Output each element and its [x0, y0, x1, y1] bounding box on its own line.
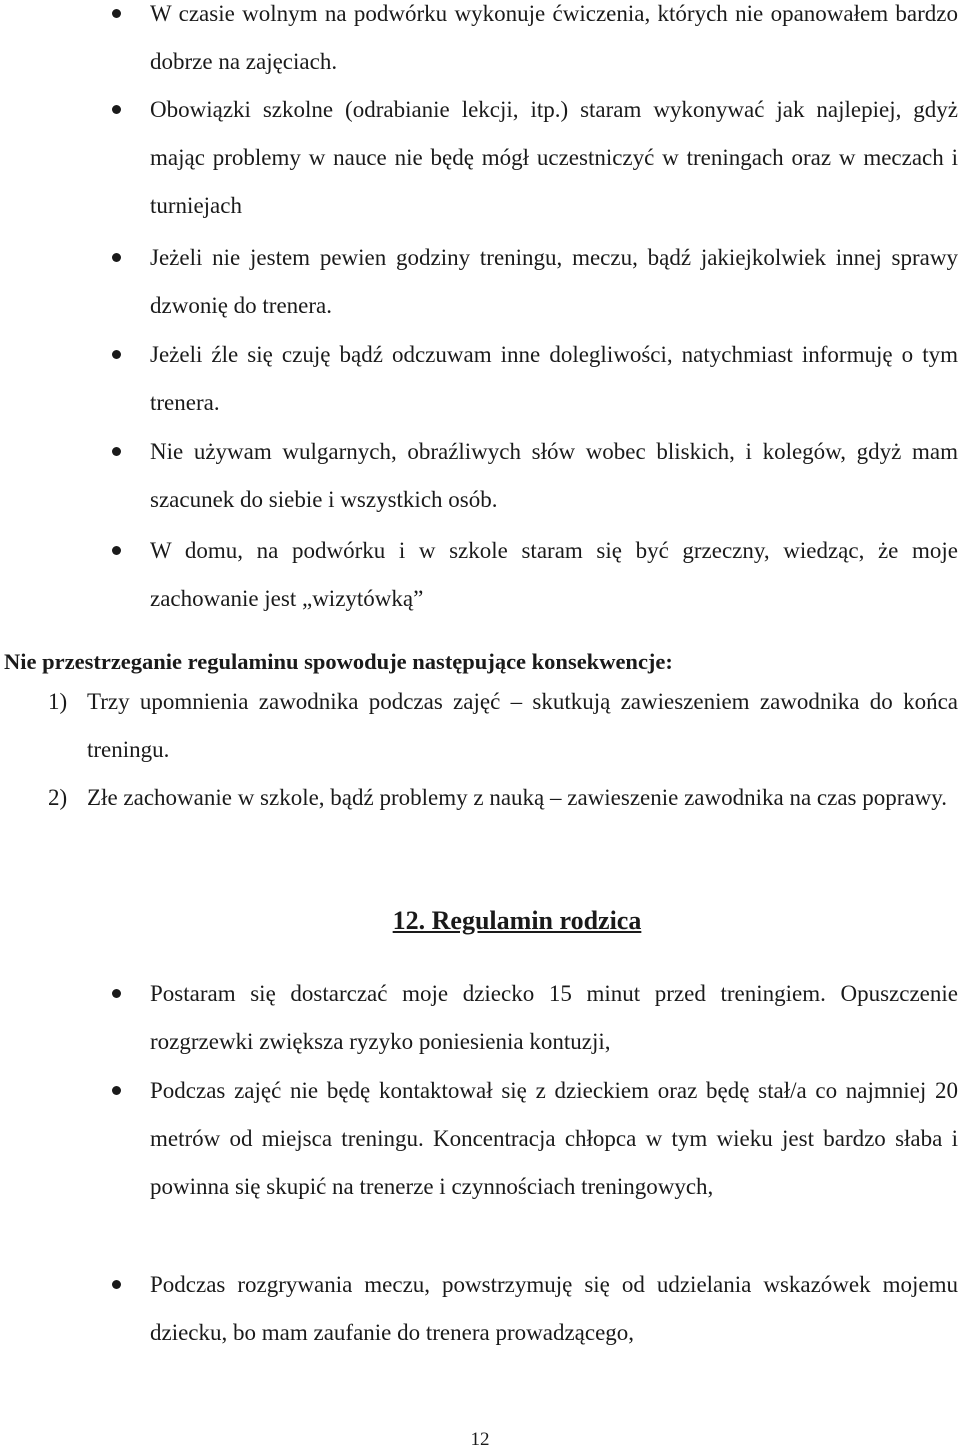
parent-rule-item: Postaram się dostarczać moje dziecko 15 minut przed treningiem. Opuszczenie rozgrzewki zwiększa ryzyko poniesienia kontuzji,	[150, 970, 958, 1066]
rule-item: W domu, na podwórku i w szkole staram się być grzeczny, wiedząc, że moje zachowanie jest „wizytówką”	[150, 527, 958, 623]
consequence-item	[48, 678, 958, 774]
rule-item: W czasie wolnym na podwórku wykonuje ćwiczenia, których nie opanowałem bardzo dobrze na zajęciach.	[150, 0, 958, 86]
rule-item: Jeżeli nie jestem pewien godziny treningu, meczu, bądź jakiejkolwiek innej sprawy dzwonię do trenera.	[150, 234, 958, 330]
consequences-heading: Nie przestrzeganie regulaminu spowoduje następujące konsekwencje:	[4, 649, 673, 674]
parent-rule-item: Podczas rozgrywania meczu, powstrzymuję się od udzielania wskazówek mojemu dziecku, bo mam zaufanie do trenera prowadzącego,	[150, 1261, 958, 1357]
consequence-number: 1)	[48, 689, 68, 714]
consequence-number: 2)	[48, 785, 68, 810]
section-title: 12. Regulamin rodzica	[392, 906, 642, 935]
rule-item: Obowiązki szkolne (odrabianie lekcji, itp.) staram wykonywać jak najlepiej, gdyż mając problemy w nauce nie będę mógł uczestniczyć w treningach oraz w meczach i turniejach	[150, 86, 958, 230]
consequence-item	[48, 774, 958, 822]
rule-item: Nie używam wulgarnych, obraźliwych słów wobec bliskich, i kolegów, gdyż mam szacunek do siebie i wszystkich osób.	[150, 428, 958, 524]
rule-item: Jeżeli źle się czuję bądź odczuwam inne dolegliwości, natychmiast informuję o tym trenera.	[150, 331, 958, 427]
page-number: 12	[470, 1429, 490, 1450]
consequence-text: Trzy upomnienia zawodnika podczas zajęć – skutkują zawieszeniem zawodnika do końca treningu.	[87, 689, 958, 762]
consequence-text: Złe zachowanie w szkole, bądź problemy z nauką – zawieszenie zawodnika na czas poprawy.	[87, 785, 947, 810]
parent-rule-item: Podczas zajęć nie będę kontaktował się z dzieckiem oraz będę stał/a co najmniej 20 metrów od miejsca treningu. Koncentracja chłopca w tym wieku jest bardzo słaba i powinna się skupić na trenerze i czynnościach treningowych,	[150, 1067, 958, 1211]
